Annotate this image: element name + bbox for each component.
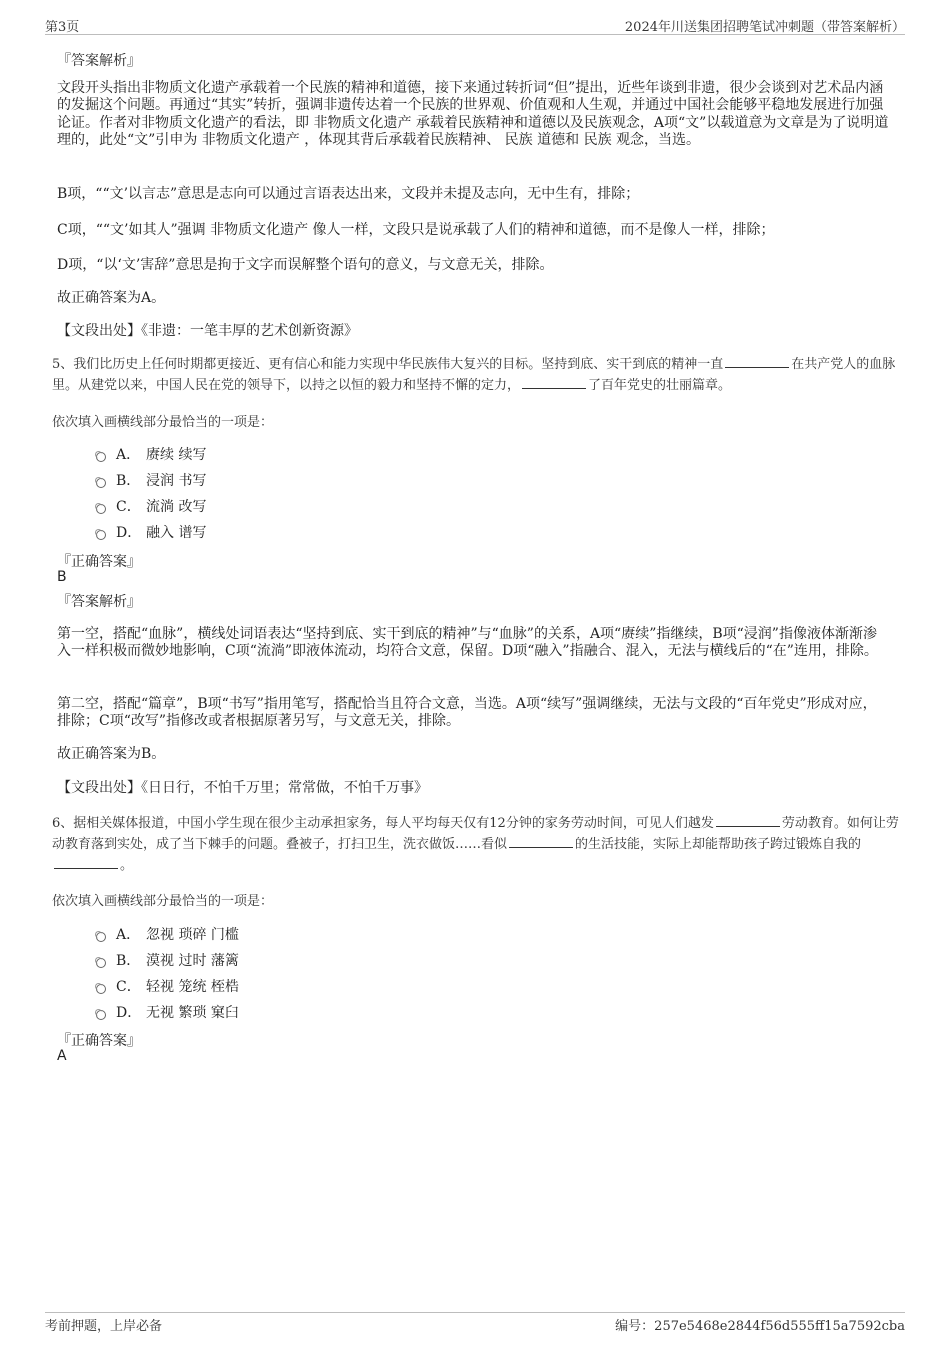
option-d[interactable]: D． 融入 谱写 [96, 519, 496, 545]
blank-line [509, 835, 573, 848]
option-a[interactable]: A． 忽视 琐碎 门槛 [96, 921, 496, 947]
radio-button[interactable] [96, 504, 106, 514]
radio-button[interactable] [96, 932, 106, 942]
correct-answer: A [57, 1048, 67, 1064]
analysis-label: 『答案解析』 [57, 53, 141, 69]
source-citation: 【文段出处】《日日行，不怕千万里；常常做，不怕千万事》 [57, 780, 428, 796]
blank-line [522, 376, 586, 389]
question-6-stem: 6、据相关媒体报道，中国小学生现在很少主动承担家务，每人平均每天仅有12分钟的家务劳动时间，可见人们越发 劳动教育。如何让劳动教育落到实处，成了当下棘手的问题。叠被子，打扫卫生，洗衣做饭……看似 的生活技能，实际上却能帮助孩子跨过锻炼自我的。 [52, 816, 899, 873]
correct-answer-label: 『正确答案』 [57, 1033, 141, 1049]
analysis-paragraph: 第一空，搭配“血脉”，横线处词语表达“坚持到底、实干到底的精神”与“血脉”的关系，A项“赓续”指继续，B项“浸润”指像液体渐渐渗入一样积极而微妙地影响，C项“流淌”即液体流动，均符合文意，保留。D项“融入”指融合、混入，无法与横线后的“在”连用，排除。 [57, 626, 878, 660]
analysis-conclusion: 故正确答案为A。 [57, 290, 166, 306]
page-header [45, 14, 905, 35]
analysis-paragraph: 文段开头指出非物质文化遗产承载着一个民族的精神和道德，接下来通过转折词“但”提出，近些年谈到非遗，很少会谈到对艺术品内涵的发掘这个问题。再通过“其实”转折，强调非遗传达着一个民族的世界观、价值观和人生观，并通过中国社会能够平稳地发展进行加强论证。作者对非物质文化遗产的看法，即 非物质文化遗产 承载着民族精神和道德以及民族观念，A项“文”以载道意为文章是为了说明道理的，此处“文”引申为 非物质文化遗产 ，体现其背后承载着民族精神、 民族 道德和 民族 观念，当选。 [57, 80, 889, 149]
question-prompt: 依次填入画横线部分最恰当的一项是： [52, 415, 274, 430]
radio-button[interactable] [96, 478, 106, 488]
document-title: 2024年川送集团招聘笔试冲刺题（带答案解析） [624, 20, 905, 35]
radio-button[interactable] [96, 530, 106, 540]
radio-button[interactable] [96, 1010, 106, 1020]
correct-answer-label: 『正确答案』 [57, 554, 141, 570]
analysis-conclusion: 故正确答案为B。 [57, 746, 166, 762]
blank-line [725, 355, 789, 368]
analysis-label: 『答案解析』 [57, 594, 141, 610]
analysis-paragraph: 第二空，搭配“篇章”，B项“书写”指用笔写，搭配恰当且符合文意，当选。A项“续写”强调继续，无法与文段的“百年党史”形成对应，排除；C项“改写”指修改或者根据原著另写，与文意无关，排除。 [57, 696, 877, 730]
footer-slogan: 考前押题，上岸必备 [45, 1319, 163, 1334]
option-c[interactable]: C． 流淌 改写 [96, 493, 496, 519]
question-prompt: 依次填入画横线部分最恰当的一项是： [52, 894, 274, 909]
page-number: 第3页 [45, 20, 80, 35]
radio-button[interactable] [96, 452, 106, 462]
option-b[interactable]: B． 浸润 书写 [96, 467, 496, 493]
analysis-paragraph: C项，““文’如其人”强调 非物质文化遗产 像人一样，文段只是说承载了人们的精神和道德，而不是像人一样，排除； [57, 222, 775, 238]
question-5-stem: 5、我们比历史上任何时期都更接近、更有信心和能力实现中华民族伟大复兴的目标。坚持到底、实干到底的精神一直 在共产党人的血脉里。从建党以来，中国人民在党的领导下，以持之以恒的毅力和坚持不懈的定力， 了百年党史的壮丽篇章。 [52, 357, 896, 393]
page-footer [45, 1312, 905, 1337]
source-citation: 【文段出处】《非遗：一笔丰厚的艺术创新资源》 [57, 323, 358, 339]
question-5-options [96, 441, 496, 545]
radio-button[interactable] [96, 984, 106, 994]
radio-button[interactable] [96, 958, 106, 968]
option-a[interactable]: A． 赓续 续写 [96, 441, 496, 467]
analysis-paragraph: D项，“以‘文’害辞”意思是拘于文字而误解整个语句的意义，与文意无关，排除。 [57, 257, 554, 273]
blank-line [716, 814, 780, 827]
blank-line [54, 856, 118, 869]
option-d[interactable]: D． 无视 繁琐 窠臼 [96, 999, 496, 1025]
analysis-paragraph: B项，““文’以言志”意思是志向可以通过言语表达出来，文段并未提及志向，无中生有，排除； [57, 186, 640, 202]
option-b[interactable]: B． 漠视 过时 藩篱 [96, 947, 496, 973]
document-code: 编号：257e5468e2844f56d555ff15a7592cba [615, 1319, 905, 1334]
question-6-options [96, 921, 496, 1025]
correct-answer: B [57, 569, 67, 585]
option-c[interactable]: C． 轻视 笼统 桎梏 [96, 973, 496, 999]
